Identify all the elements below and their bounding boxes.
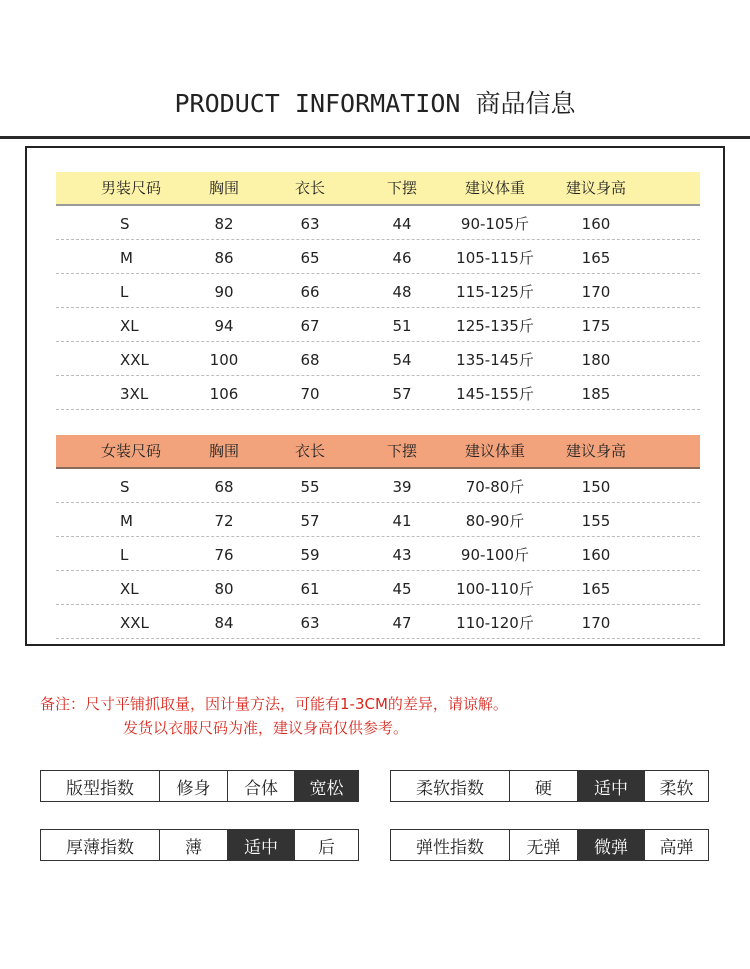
softness-index-label: 柔软指数 xyxy=(391,771,510,801)
women-header-chest: 胸围 xyxy=(208,442,239,460)
softness-index xyxy=(390,770,709,802)
women-cell-weight: 110-120斤 xyxy=(456,614,534,632)
men-cell-chest: 106 xyxy=(209,385,239,403)
softness-option-medium: 适中 xyxy=(578,771,645,801)
women-cell-length: 61 xyxy=(300,580,320,598)
men-header-chest: 胸围 xyxy=(208,179,239,197)
women-cell-weight: 100-110斤 xyxy=(456,580,534,598)
women-cell-weight: 80-90斤 xyxy=(465,512,525,530)
men-table-row xyxy=(56,310,700,342)
men-cell-size: M xyxy=(120,249,133,267)
fit-option-slim: 修身 xyxy=(160,771,228,801)
women-table-row xyxy=(56,573,700,605)
thickness-option-medium: 适中 xyxy=(228,830,295,860)
men-table-row xyxy=(56,276,700,308)
women-cell-weight: 70-80斤 xyxy=(465,478,525,496)
elasticity-index-label: 弹性指数 xyxy=(391,830,510,860)
women-cell-hem: 41 xyxy=(392,512,412,530)
men-cell-length: 66 xyxy=(300,283,320,301)
fit-index xyxy=(40,770,359,802)
men-header-size: 男装尺码 xyxy=(100,179,161,197)
women-cell-size: XXL xyxy=(120,614,149,632)
men-table-header xyxy=(56,172,700,206)
men-cell-weight: 105-115斤 xyxy=(456,249,534,267)
women-cell-length: 55 xyxy=(300,478,320,496)
fit-index-label: 版型指数 xyxy=(41,771,160,801)
page-title: PRODUCT INFORMATION 商品信息 xyxy=(174,89,576,118)
title-divider xyxy=(0,136,750,139)
men-cell-size: L xyxy=(120,283,129,301)
fit-option-regular: 合体 xyxy=(228,771,295,801)
softness-option-soft: 柔软 xyxy=(659,778,694,799)
men-cell-hem: 44 xyxy=(392,215,412,233)
thickness-option-thick: 后 xyxy=(318,837,335,858)
women-cell-chest: 84 xyxy=(214,614,234,632)
fit-option-loose: 宽松 xyxy=(295,771,358,801)
note-line-2: 发货以衣服尺码为准，建议身高仅供参考。 xyxy=(123,719,409,737)
women-cell-height: 155 xyxy=(581,512,611,530)
men-cell-height: 180 xyxy=(581,351,611,369)
thickness-option-thin: 薄 xyxy=(160,830,228,860)
women-cell-chest: 80 xyxy=(214,580,234,598)
men-cell-length: 63 xyxy=(300,215,320,233)
women-cell-hem: 43 xyxy=(392,546,412,564)
men-table-row xyxy=(56,242,700,274)
softness-option-hard: 硬 xyxy=(510,771,578,801)
men-cell-hem: 54 xyxy=(392,351,412,369)
women-cell-size: S xyxy=(120,478,130,496)
men-cell-weight: 135-145斤 xyxy=(456,351,534,369)
men-cell-size: S xyxy=(120,215,130,233)
men-cell-hem: 51 xyxy=(392,317,412,335)
men-size-table xyxy=(56,172,700,410)
women-cell-weight: 90-100斤 xyxy=(460,546,530,564)
men-cell-hem: 46 xyxy=(392,249,412,267)
men-cell-hem: 48 xyxy=(392,283,412,301)
thickness-index xyxy=(40,829,359,861)
women-header-hem: 下摆 xyxy=(386,442,417,460)
men-cell-chest: 86 xyxy=(214,249,234,267)
men-cell-length: 70 xyxy=(300,385,320,403)
men-cell-height: 165 xyxy=(581,249,611,267)
women-cell-height: 160 xyxy=(581,546,611,564)
men-cell-height: 170 xyxy=(581,283,611,301)
men-cell-weight: 90-105斤 xyxy=(460,215,530,233)
men-cell-chest: 90 xyxy=(214,283,234,301)
men-cell-height: 185 xyxy=(581,385,611,403)
men-cell-chest: 100 xyxy=(209,351,239,369)
men-cell-weight: 145-155斤 xyxy=(456,385,534,403)
men-cell-length: 67 xyxy=(300,317,320,335)
women-cell-height: 170 xyxy=(581,614,611,632)
women-table-row xyxy=(56,607,700,639)
men-table-row xyxy=(56,378,700,410)
elasticity-option-slight: 微弹 xyxy=(578,830,645,860)
men-table-row xyxy=(56,208,700,240)
women-table-header xyxy=(56,435,700,469)
women-cell-length: 57 xyxy=(300,512,320,530)
women-cell-size: M xyxy=(120,512,133,530)
women-cell-length: 59 xyxy=(300,546,320,564)
men-cell-hem: 57 xyxy=(392,385,412,403)
men-cell-length: 65 xyxy=(300,249,320,267)
women-cell-height: 150 xyxy=(581,478,611,496)
women-header-weight: 建议体重 xyxy=(464,442,525,460)
women-header-height: 建议身高 xyxy=(565,442,626,460)
women-cell-hem: 47 xyxy=(392,614,412,632)
elasticity-index xyxy=(390,829,709,861)
men-header-weight: 建议体重 xyxy=(464,179,525,197)
elasticity-option-none: 无弹 xyxy=(510,830,578,860)
women-cell-chest: 76 xyxy=(214,546,234,564)
women-cell-hem: 39 xyxy=(392,478,412,496)
women-header-size: 女装尺码 xyxy=(100,442,161,460)
men-cell-chest: 94 xyxy=(214,317,234,335)
women-cell-size: XL xyxy=(120,580,139,598)
women-cell-length: 63 xyxy=(300,614,320,632)
women-table-row xyxy=(56,471,700,503)
men-cell-weight: 125-135斤 xyxy=(456,317,534,335)
men-cell-height: 175 xyxy=(581,317,611,335)
women-table-row xyxy=(56,505,700,537)
men-header-hem: 下摆 xyxy=(386,179,417,197)
men-cell-length: 68 xyxy=(300,351,320,369)
thickness-index-label: 厚薄指数 xyxy=(41,830,160,860)
women-cell-height: 165 xyxy=(581,580,611,598)
elasticity-option-high: 高弹 xyxy=(659,837,694,858)
women-cell-chest: 72 xyxy=(214,512,234,530)
women-table-row xyxy=(56,539,700,571)
women-header-length: 衣长 xyxy=(294,442,325,460)
size-chart-frame xyxy=(25,146,725,646)
men-cell-height: 160 xyxy=(581,215,611,233)
men-cell-size: 3XL xyxy=(120,385,149,403)
men-cell-size: XL xyxy=(120,317,139,335)
women-cell-size: L xyxy=(120,546,129,564)
men-header-length: 衣长 xyxy=(294,179,325,197)
note-line-1: 备注：尺寸平铺抓取量，因计量方法，可能有1-3CM的差异，请谅解。 xyxy=(40,695,508,713)
women-size-table xyxy=(56,435,700,639)
men-cell-chest: 82 xyxy=(214,215,234,233)
men-cell-size: XXL xyxy=(120,351,149,369)
men-table-row xyxy=(56,344,700,376)
men-header-height: 建议身高 xyxy=(565,179,626,197)
women-cell-hem: 45 xyxy=(392,580,412,598)
men-cell-weight: 115-125斤 xyxy=(456,283,534,301)
women-cell-chest: 68 xyxy=(214,478,234,496)
